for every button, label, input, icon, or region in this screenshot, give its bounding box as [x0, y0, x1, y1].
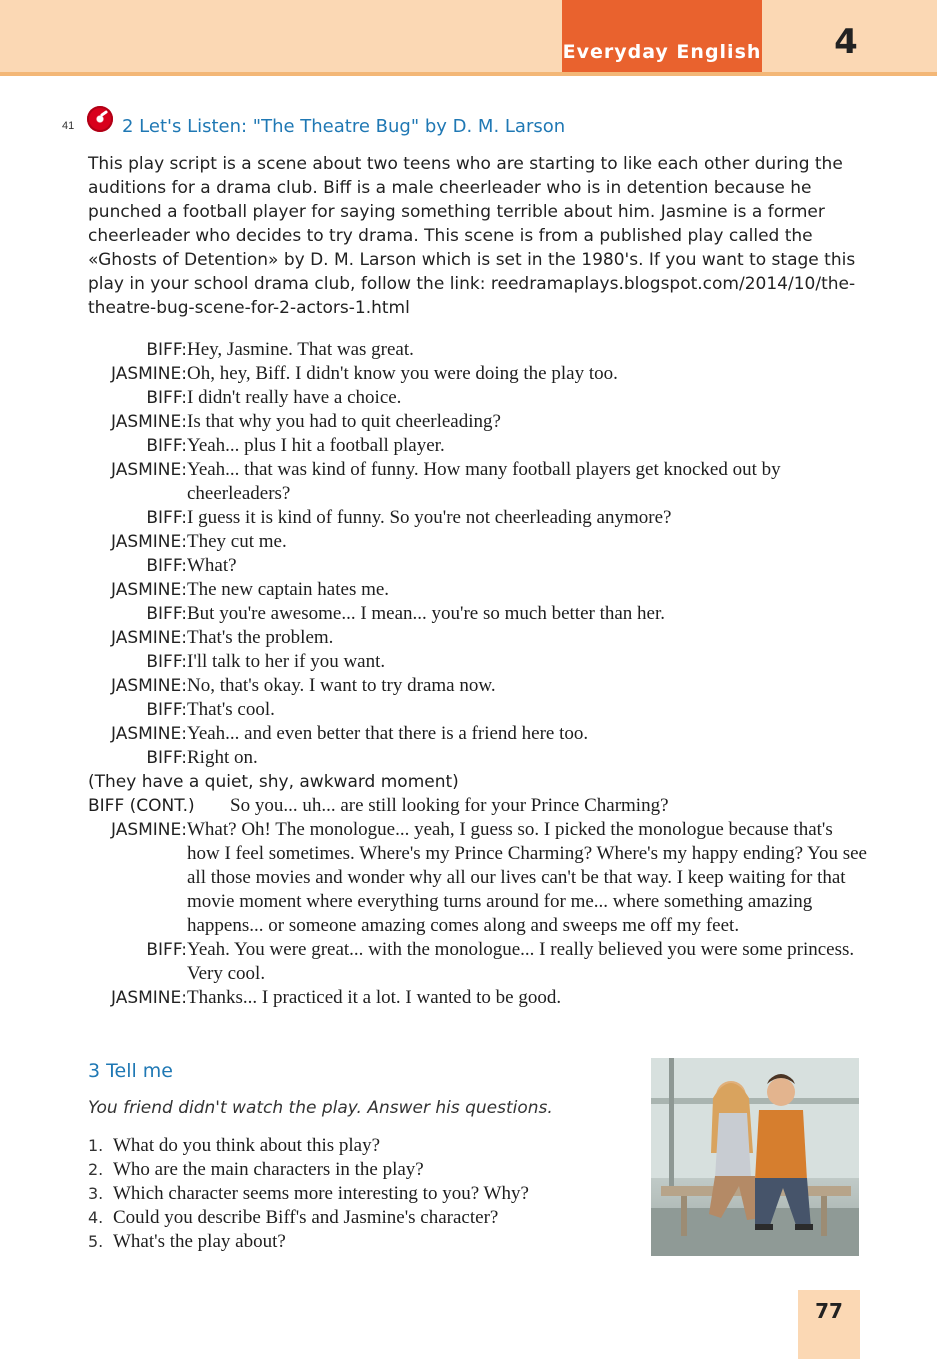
script-line: [88, 410, 868, 434]
question-number: 3.: [88, 1184, 104, 1203]
script-part-2: [88, 818, 868, 1010]
question-item: [88, 1230, 529, 1254]
script-line: [88, 722, 868, 746]
photo-illustration: [651, 1058, 859, 1256]
line-text: What? Oh! The monologue... yeah, I guess so. I picked the monologue because that's how I feel sometimes. Where's my Prince Charming? Where's my happy ending? You see all those movies and wonder why all our lives can't be that way. I keep waiting for that movie moment where everything turns around for me... where something amazing happens... or someone amazing comes along and sweeps me off my feet.: [187, 819, 867, 936]
speaker-label: JASMINE:: [110, 724, 187, 744]
script-line: [88, 674, 868, 698]
speaker-label: BIFF:: [146, 340, 187, 360]
script-line: [88, 338, 868, 362]
line-text: So you... uh... are still looking for your Prince Charming?: [230, 795, 669, 816]
speaker-label: BIFF:: [146, 748, 187, 768]
question-item: [88, 1206, 529, 1230]
line-text: Yeah... and even better that there is a friend here too.: [187, 723, 589, 744]
stage-direction: (They have a quiet, shy, awkward moment): [88, 772, 459, 792]
speaker-label: BIFF:: [146, 388, 187, 408]
script-line: [88, 698, 868, 722]
speaker-label: JASMINE:: [110, 532, 187, 552]
script-line: [88, 554, 868, 578]
question-text: Which character seems more interesting to you? Why?: [113, 1183, 529, 1204]
question-text: What do you think about this play?: [113, 1135, 381, 1156]
speaker-label: BIFF (CONT.): [88, 796, 195, 816]
line-text: What?: [187, 555, 237, 576]
unit-number: 4: [834, 22, 858, 62]
section-2-title: 2 Let's Listen: "The Theatre Bug" by D. M. Larson: [122, 116, 566, 137]
speaker-label: JASMINE:: [110, 364, 187, 384]
script-line: [88, 986, 868, 1010]
script-line: [88, 386, 868, 410]
speaker-label: BIFF:: [146, 940, 187, 960]
question-item: [88, 1158, 529, 1182]
speaker-label: JASMINE:: [110, 988, 187, 1008]
speaker-label: BIFF:: [146, 652, 187, 672]
question-number: 1.: [88, 1136, 104, 1155]
question-text: Who are the main characters in the play?: [113, 1159, 424, 1180]
line-text: No, that's okay. I want to try drama now.: [187, 675, 496, 696]
line-text: I'll talk to her if you want.: [187, 651, 386, 672]
line-text: Oh, hey, Biff. I didn't know you were doing the play too.: [187, 363, 618, 384]
script-line: [88, 650, 868, 674]
section-3-instruction: You friend didn't watch the play. Answer his questions.: [88, 1098, 553, 1118]
question-number: 4.: [88, 1208, 104, 1227]
line-text: Is that why you had to quit cheerleading?: [187, 411, 501, 432]
script-line: [88, 602, 868, 626]
line-text: Yeah... plus I hit a football player.: [187, 435, 445, 456]
question-text: What's the play about?: [113, 1231, 286, 1252]
speaker-label: JASMINE:: [110, 580, 187, 600]
speaker-label: BIFF:: [146, 436, 187, 456]
question-number: 2.: [88, 1160, 104, 1179]
intro-text: This play script is a scene about two teens who are starting to like each other during the auditions for a drama club. Biff is a male cheerleader who is in detention because he punched a football player for saying something terrible about him. Jasmine is a former cheerleader who decides to try drama. This scene is from a published play called the «Ghosts of Detention» by D. M. Larson which is set in the 1980's. If you want to stage this play in your school drama club, follow the link: reedramaplays.blogspot.com/2014/10/the-theatre-bug-scene-for-2-actors-1.html: [88, 154, 856, 318]
speaker-label: BIFF:: [146, 604, 187, 624]
script-line: [88, 578, 868, 602]
script-line: [88, 938, 868, 986]
script-part-1: [88, 338, 868, 770]
line-text: Right on.: [187, 747, 258, 768]
teens-on-bench-photo: [651, 1058, 859, 1256]
line-text: Yeah... that was kind of funny. How many football players get knocked out by cheerleaders?: [187, 459, 781, 504]
page-number: 77: [798, 1290, 860, 1359]
speaker-label: BIFF:: [146, 700, 187, 720]
script-line: [88, 434, 868, 458]
line-text: I guess it is kind of funny. So you're not cheerleading anymore?: [187, 507, 672, 528]
speaker-label: JASMINE:: [110, 460, 187, 480]
play-script: [88, 338, 868, 1010]
question-item: [88, 1134, 529, 1158]
section-3-title: 3 Tell me: [88, 1060, 173, 1082]
speaker-label: BIFF:: [146, 556, 187, 576]
speaker-label: BIFF:: [146, 508, 187, 528]
line-text: That's the problem.: [187, 627, 334, 648]
track-number: 41: [62, 120, 75, 132]
script-line: [88, 458, 868, 506]
header-band: [0, 0, 937, 72]
line-text: Yeah. You were great... with the monologue... I really believed you were some princess. Very cool.: [187, 939, 855, 984]
line-text: Thanks... I practiced it a lot. I wanted to be good.: [187, 987, 562, 1008]
script-line: [88, 818, 868, 938]
intro-paragraph: [88, 152, 858, 320]
speaker-label: JASMINE:: [110, 412, 187, 432]
script-line: [88, 746, 868, 770]
line-text: The new captain hates me.: [187, 579, 390, 600]
question-item: [88, 1182, 529, 1206]
line-text: They cut me.: [187, 531, 287, 552]
script-line: [88, 626, 868, 650]
speaker-label: JASMINE:: [110, 628, 187, 648]
audio-cd-icon[interactable]: [87, 106, 113, 132]
script-line: [88, 530, 868, 554]
line-text: I didn't really have a choice.: [187, 387, 402, 408]
script-line: [88, 506, 868, 530]
question-text: Could you describe Biff's and Jasmine's character?: [113, 1207, 499, 1228]
section-label: Everyday English: [562, 0, 762, 72]
script-line: [88, 362, 868, 386]
question-number: 5.: [88, 1232, 104, 1251]
line-text: But you're awesome... I mean... you're so much better than her.: [187, 603, 666, 624]
question-list: [88, 1134, 529, 1254]
speaker-label: JASMINE:: [110, 820, 187, 840]
line-text: That's cool.: [187, 699, 275, 720]
script-line-continued: [88, 794, 868, 818]
line-text: Hey, Jasmine. That was great.: [187, 339, 414, 360]
header-rule: [0, 72, 937, 76]
speaker-label: JASMINE:: [110, 676, 187, 696]
